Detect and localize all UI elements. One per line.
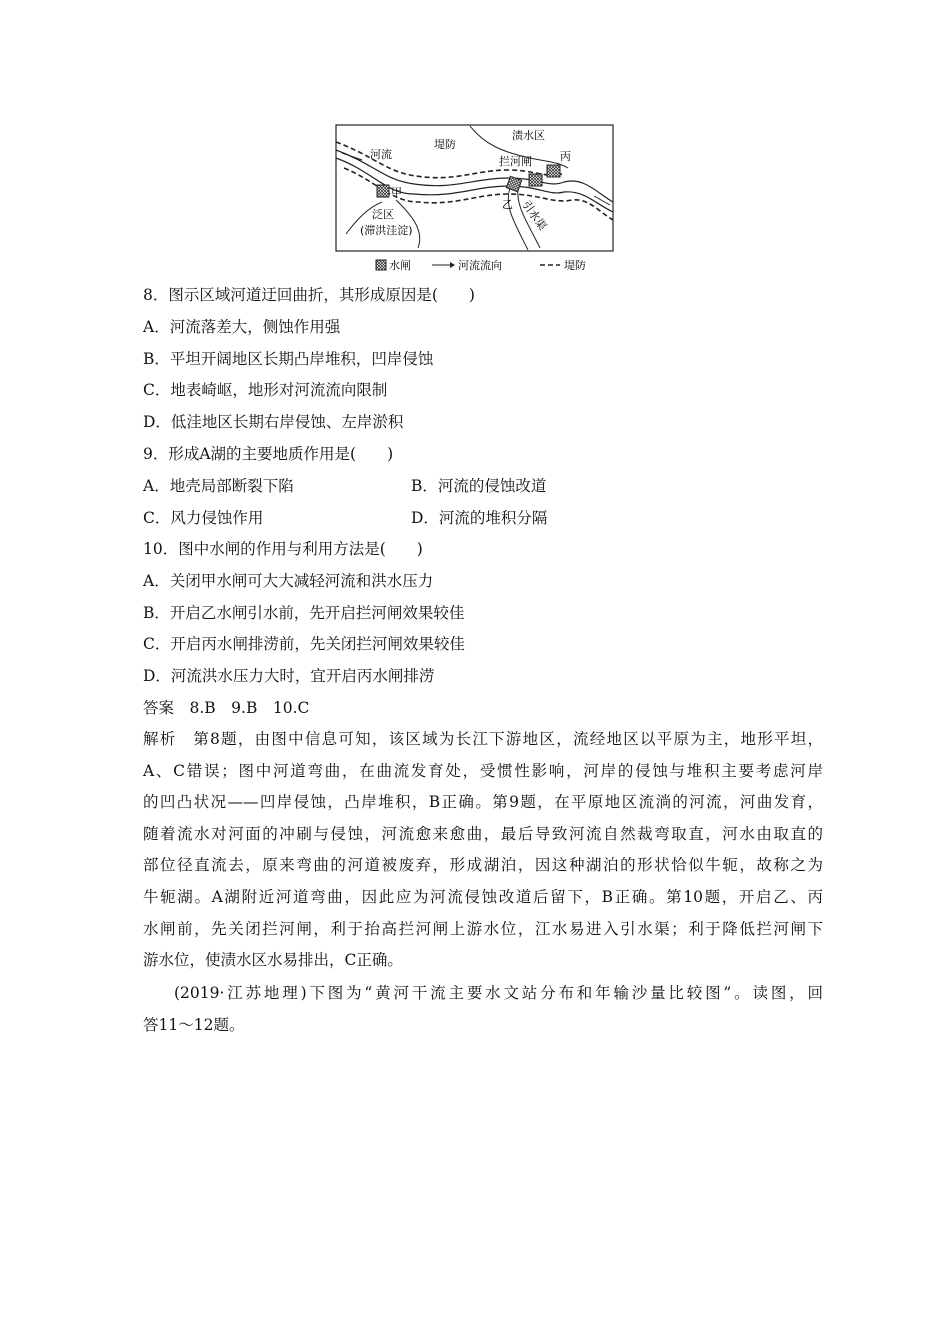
gate-jia-icon <box>377 185 389 197</box>
legend <box>376 258 586 272</box>
legend-gate-icon <box>376 260 386 270</box>
analysis-line: A、C错误；图中河道弯曲，在曲流发育处，受惯性影响，河岸的侵蚀与堆积主要考虑河岸 <box>143 761 823 780</box>
river-map-svg <box>334 122 616 274</box>
analysis-line: 随着流水对河面的冲刷与侵蚀，河流愈来愈曲，最后导致河流自然裁弯取直，河水由取直的 <box>143 824 823 843</box>
analysis-paragraph <box>143 724 823 977</box>
intro-line: 答11～12题。 <box>143 1015 245 1034</box>
analysis-line: 部位径直流去，原来弯曲的河道被废弃，形成湖泊，因这种湖泊的形状恰似牛轭，故称之为 <box>143 856 823 875</box>
intro-paragraph <box>143 978 823 1041</box>
q10-option-b: B．开启乙水闸引水前，先开启拦河闸效果较佳 <box>143 604 465 622</box>
barrier-gate-icon <box>529 174 542 186</box>
q9-option-b: B．河流的侵蚀改道 <box>411 477 547 495</box>
answer-line: 答案 8.B 9.B 10.C <box>143 699 310 717</box>
q10-option-c: C．开启丙水闸排涝前，先关闭拦河闸效果较佳 <box>143 635 465 653</box>
gate-bing-icon <box>547 165 560 177</box>
label-waterlog-area: 渍水区 <box>512 129 545 142</box>
q8-option-a: A．河流落差大，侧蚀作用强 <box>143 318 341 336</box>
label-river: 河流 <box>370 148 392 161</box>
legend-levee-label: 堤防 <box>564 259 586 272</box>
q10-stem: 10．图中水闸的作用与利用方法是( ) <box>143 540 423 558</box>
q8-option-c: C．地表崎岖，地形对河流流向限制 <box>143 381 388 399</box>
q8-option-d: D．低洼地区长期右岸侵蚀、左岸淤积 <box>143 413 404 431</box>
legend-arrowhead-icon <box>450 262 455 268</box>
q9-option-c: C．风力侵蚀作用 <box>143 509 264 527</box>
q8-stem: 8．图示区域河道迂回曲折，其形成原因是( ) <box>143 286 475 304</box>
q9-stem: 9．形成A湖的主要地质作用是( ) <box>143 445 394 463</box>
label-jia: 甲 <box>391 186 402 199</box>
analysis-line: 牛轭湖。A湖附近河道弯曲，因此应为河流侵蚀改道后留下，B正确。第10题，开启乙、丙 <box>143 887 823 906</box>
legend-gate-label: 水闸 <box>389 259 411 272</box>
q9-option-d: D．河流的堆积分隔 <box>411 509 548 527</box>
label-canal: 引水渠 <box>519 198 550 233</box>
intro-line: (2019·江苏地理)下图为“黄河干流主要水文站分布和年输沙量比较图”。读图，回 <box>174 984 823 1002</box>
legend-flow-label: 河流流向 <box>458 259 502 272</box>
analysis-line: 的凹凸状况——凹岸侵蚀，凸岸堆积，B正确。第9题，在平原地区流淌的河流，河曲发育， <box>143 793 823 812</box>
label-flood-area: 泛区 <box>372 208 394 221</box>
river-map-figure <box>334 122 616 274</box>
analysis-line: 解析 第8题，由图中信息可知，该区域为长江下游地区，流经地区以平原为主，地形平坦， <box>143 730 823 748</box>
analysis-line: 水闸前，先关闭拦河闸，利于抬高拦河闸上游水位，江水易进入引水渠；利于降低拦河闸下 <box>143 919 823 938</box>
analysis-line: 游水位，使渍水区水易排出，C正确。 <box>143 951 403 970</box>
q10-option-a: A．关闭甲水闸可大大减轻河流和洪水压力 <box>143 572 434 590</box>
q10-option-d: D．河流洪水压力大时，宜开启丙水闸排涝 <box>143 667 435 685</box>
q9-option-a: A．地壳局部断裂下陷 <box>143 477 294 495</box>
label-yi: 乙 <box>502 198 513 211</box>
label-levee: 堤防 <box>434 138 456 151</box>
q8-option-b: B．平坦开阔地区长期凸岸堆积，凹岸侵蚀 <box>143 350 434 368</box>
label-bing: 丙 <box>560 150 571 163</box>
label-barrier-gate: 拦河闸 <box>499 155 532 168</box>
label-flood-area-note: (滞洪洼淀) <box>360 224 413 237</box>
